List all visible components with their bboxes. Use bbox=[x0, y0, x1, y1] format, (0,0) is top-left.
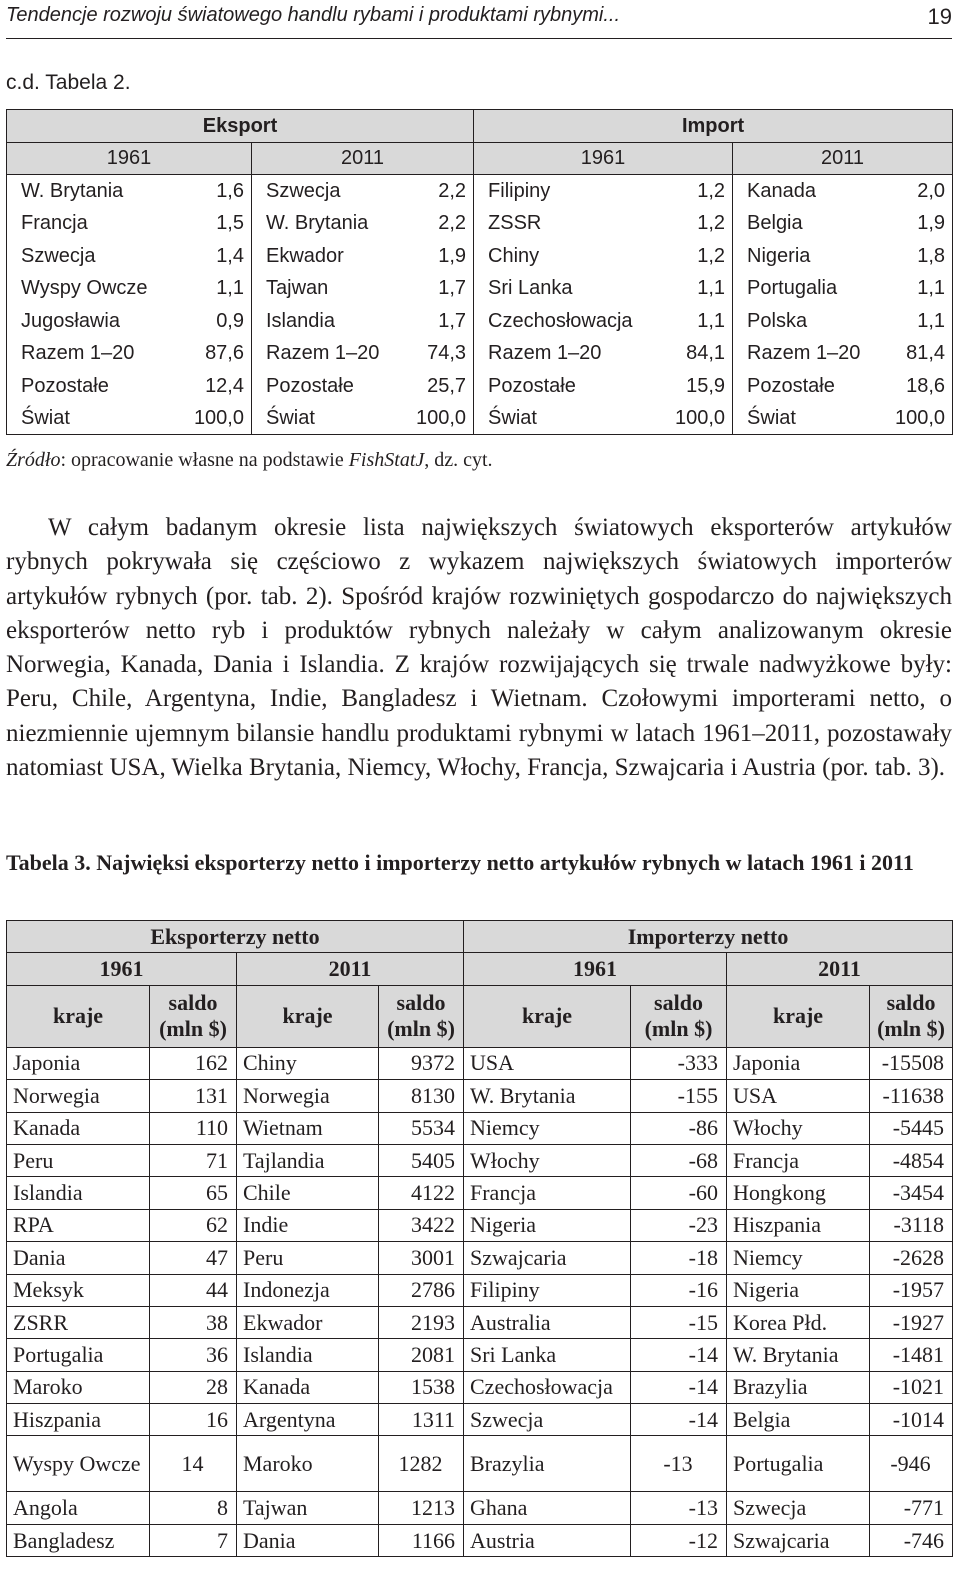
country-cell: Francja bbox=[464, 1177, 631, 1209]
table-2-year-header-row bbox=[7, 142, 953, 175]
country-cell: Włochy bbox=[464, 1144, 631, 1176]
country-cell: Polska bbox=[733, 305, 879, 338]
value-cell: 38 bbox=[150, 1306, 237, 1338]
country-cell: Islandia bbox=[237, 1339, 379, 1371]
value-cell: 1311 bbox=[379, 1404, 464, 1436]
value-cell: 2786 bbox=[379, 1274, 464, 1306]
country-cell: Ekwador bbox=[252, 240, 402, 273]
value-cell: 1,2 bbox=[658, 240, 733, 273]
country-cell: Islandia bbox=[7, 1177, 150, 1209]
table-2-group-header: Eksport bbox=[7, 110, 474, 143]
value-cell: 9372 bbox=[379, 1047, 464, 1079]
country-cell: Kanada bbox=[733, 175, 879, 208]
country-cell: Argentyna bbox=[237, 1404, 379, 1436]
country-cell: Jugosławia bbox=[7, 305, 180, 338]
value-cell: 131 bbox=[150, 1080, 237, 1112]
value-cell: 81,4 bbox=[879, 337, 953, 370]
country-cell: USA bbox=[464, 1047, 631, 1079]
saldo-unit: (mln $) bbox=[159, 1016, 227, 1042]
value-cell: 110 bbox=[150, 1112, 237, 1144]
value-cell: -14 bbox=[631, 1371, 727, 1403]
value-cell: 8 bbox=[150, 1492, 237, 1524]
country-cell: Filipiny bbox=[474, 175, 658, 208]
country-cell: Razem 1–20 bbox=[7, 337, 180, 370]
value-cell: -60 bbox=[631, 1177, 727, 1209]
value-cell: 5405 bbox=[379, 1144, 464, 1176]
country-cell: Peru bbox=[237, 1242, 379, 1274]
country-cell: Korea Płd. bbox=[727, 1306, 870, 1338]
table-row bbox=[7, 1144, 953, 1176]
value-cell: 65 bbox=[150, 1177, 237, 1209]
value-cell: -15 bbox=[631, 1306, 727, 1338]
value-cell: 1,1 bbox=[879, 272, 953, 305]
source-label: Źródło bbox=[6, 449, 61, 471]
value-cell: 18,6 bbox=[879, 370, 953, 403]
country-cell: Szwecja bbox=[7, 240, 180, 273]
value-cell: 4122 bbox=[379, 1177, 464, 1209]
value-cell: 1,5 bbox=[180, 207, 252, 240]
country-cell: USA bbox=[727, 1080, 870, 1112]
value-cell: 28 bbox=[150, 1371, 237, 1403]
table-2-continued bbox=[6, 109, 953, 435]
country-cell: Szwajcaria bbox=[727, 1524, 870, 1556]
value-cell: 100,0 bbox=[658, 402, 733, 435]
value-cell: -155 bbox=[631, 1080, 727, 1112]
value-cell: 1282 bbox=[379, 1436, 464, 1492]
country-cell: Włochy bbox=[727, 1112, 870, 1144]
value-cell: 1,6 bbox=[180, 175, 252, 208]
country-cell: Hiszpania bbox=[727, 1209, 870, 1241]
country-cell: Wietnam bbox=[237, 1112, 379, 1144]
column-header-saldo bbox=[150, 985, 237, 1047]
country-cell: Kanada bbox=[7, 1112, 150, 1144]
country-cell: Portugalia bbox=[733, 272, 879, 305]
source-text-before: : opracowanie własne na podstawie bbox=[60, 449, 349, 471]
country-cell: Świat bbox=[7, 402, 180, 435]
country-cell: Tajwan bbox=[237, 1492, 379, 1524]
country-cell: Świat bbox=[474, 402, 658, 435]
saldo-label: saldo bbox=[168, 990, 218, 1016]
value-cell: 100,0 bbox=[879, 402, 953, 435]
value-cell: -68 bbox=[631, 1144, 727, 1176]
country-cell: Filipiny bbox=[464, 1274, 631, 1306]
country-cell: Bangladesz bbox=[7, 1524, 150, 1556]
value-cell: 100,0 bbox=[402, 402, 474, 435]
table-3-year-header: 2011 bbox=[727, 953, 953, 985]
value-cell: 2,0 bbox=[879, 175, 953, 208]
value-cell: -5445 bbox=[870, 1112, 953, 1144]
table-row bbox=[7, 1524, 953, 1556]
value-cell: 12,4 bbox=[180, 370, 252, 403]
country-cell: Wyspy Owcze bbox=[7, 272, 180, 305]
table-row bbox=[7, 175, 953, 208]
value-cell: -333 bbox=[631, 1047, 727, 1079]
value-cell: -946 bbox=[870, 1436, 953, 1492]
saldo-label: saldo bbox=[396, 990, 446, 1016]
table-row bbox=[7, 1080, 953, 1112]
value-cell: 1,8 bbox=[879, 240, 953, 273]
country-cell: Świat bbox=[252, 402, 402, 435]
value-cell: 1166 bbox=[379, 1524, 464, 1556]
table-2-group-header-row bbox=[7, 110, 953, 143]
value-cell: -3118 bbox=[870, 1209, 953, 1241]
column-header-saldo bbox=[631, 985, 727, 1047]
value-cell: -746 bbox=[870, 1524, 953, 1556]
value-cell: 1,1 bbox=[658, 272, 733, 305]
value-cell: 47 bbox=[150, 1242, 237, 1274]
table-3-group-header: Importerzy netto bbox=[464, 921, 953, 953]
column-header-kraje: kraje bbox=[464, 985, 631, 1047]
country-cell: Nigeria bbox=[727, 1274, 870, 1306]
country-cell: Belgia bbox=[727, 1404, 870, 1436]
value-cell: 2,2 bbox=[402, 175, 474, 208]
table-2-continued-label: c.d. Tabela 2. bbox=[6, 71, 131, 94]
table-row bbox=[7, 1436, 953, 1492]
table-row bbox=[7, 1306, 953, 1338]
value-cell: -771 bbox=[870, 1492, 953, 1524]
country-cell: Pozostałe bbox=[7, 370, 180, 403]
country-cell: Francja bbox=[7, 207, 180, 240]
country-cell: Norwegia bbox=[237, 1080, 379, 1112]
table-3-caption: Tabela 3. Najwięksi eksporterzy netto i importerzy netto artykułów rybnych w latach 1961 i 2011 bbox=[6, 850, 914, 875]
value-cell: 7 bbox=[150, 1524, 237, 1556]
country-cell: Angola bbox=[7, 1492, 150, 1524]
table-3 bbox=[6, 920, 953, 1557]
country-cell: Sri Lanka bbox=[474, 272, 658, 305]
value-cell: -1014 bbox=[870, 1404, 953, 1436]
country-cell: Maroko bbox=[7, 1371, 150, 1403]
country-cell: Nigeria bbox=[733, 240, 879, 273]
value-cell: 25,7 bbox=[402, 370, 474, 403]
value-cell: 3422 bbox=[379, 1209, 464, 1241]
table-row bbox=[7, 1242, 953, 1274]
table-2-year-header: 1961 bbox=[474, 142, 733, 175]
country-cell: Szwajcaria bbox=[464, 1242, 631, 1274]
table-3-year-header: 1961 bbox=[7, 953, 237, 985]
table-3-year-header: 2011 bbox=[237, 953, 464, 985]
country-cell: Sri Lanka bbox=[464, 1339, 631, 1371]
value-cell: -1021 bbox=[870, 1371, 953, 1403]
saldo-unit: (mln $) bbox=[877, 1016, 945, 1042]
value-cell: -1481 bbox=[870, 1339, 953, 1371]
value-cell: -3454 bbox=[870, 1177, 953, 1209]
table-3-year-header: 1961 bbox=[464, 953, 727, 985]
country-cell: Razem 1–20 bbox=[474, 337, 658, 370]
column-header-saldo bbox=[870, 985, 953, 1047]
country-cell: Świat bbox=[733, 402, 879, 435]
value-cell: 2193 bbox=[379, 1306, 464, 1338]
value-cell: 1,9 bbox=[879, 207, 953, 240]
country-cell: Kanada bbox=[237, 1371, 379, 1403]
value-cell: 1,7 bbox=[402, 305, 474, 338]
table-3-year-header-row bbox=[7, 953, 953, 985]
value-cell: 2,2 bbox=[402, 207, 474, 240]
table-row bbox=[7, 240, 953, 273]
country-cell: Islandia bbox=[252, 305, 402, 338]
country-cell: Pozostałe bbox=[733, 370, 879, 403]
table-row bbox=[7, 402, 953, 435]
value-cell: -16 bbox=[631, 1274, 727, 1306]
country-cell: Pozostałe bbox=[252, 370, 402, 403]
country-cell: Chiny bbox=[474, 240, 658, 273]
country-cell: Czechosłowacja bbox=[474, 305, 658, 338]
country-cell: Australia bbox=[464, 1306, 631, 1338]
running-head-title: Tendencje rozwoju światowego handlu rybami i produktami rybnymi... bbox=[6, 4, 621, 26]
table-row bbox=[7, 1492, 953, 1524]
country-cell: Indie bbox=[237, 1209, 379, 1241]
country-cell: Japonia bbox=[7, 1047, 150, 1079]
column-header-kraje: kraje bbox=[237, 985, 379, 1047]
value-cell: 5534 bbox=[379, 1112, 464, 1144]
body-paragraph: W całym badanym okresie lista największych światowych eksporterów artykułów rybnych pokrywała się częściowo z wykazem największych światowych importerów artykułów rybnych (por. tab. 2). Spośród krajów rozwiniętych gospodarczo do największych eksporterów netto ryb i produktów rybnych należały w całym analizowanym okresie Norwegia, Kanada, Dania i Islandia. Z krajów rozwijających się trwale nadwyżkowe były: Peru, Chile, Argentyna, Indie, Bangladesz i Wietnam. Czołowymi importerami netto, o niezmiennie ujemnym bilansie handlu produktami rybnymi w latach 1961–2011, pozostawały natomiast USA, Wielka Brytania, Niemcy, Włochy, Francja, Szwajcaria i Austria (por. tab. 3). bbox=[6, 514, 952, 782]
value-cell: 14 bbox=[150, 1436, 237, 1492]
value-cell: -12 bbox=[631, 1524, 727, 1556]
table-2-source-note bbox=[6, 449, 493, 472]
country-cell: Dania bbox=[7, 1242, 150, 1274]
value-cell: 162 bbox=[150, 1047, 237, 1079]
country-cell: Szwecja bbox=[464, 1404, 631, 1436]
country-cell: Szwecja bbox=[727, 1492, 870, 1524]
table-row bbox=[7, 207, 953, 240]
source-database-name: FishStatJ bbox=[348, 449, 425, 471]
value-cell: 16 bbox=[150, 1404, 237, 1436]
value-cell: 1213 bbox=[379, 1492, 464, 1524]
country-cell: Nigeria bbox=[464, 1209, 631, 1241]
value-cell: -1927 bbox=[870, 1306, 953, 1338]
value-cell: 71 bbox=[150, 1144, 237, 1176]
table-2-year-header: 2011 bbox=[252, 142, 474, 175]
value-cell: -13 bbox=[631, 1492, 727, 1524]
table-3-group-header-row bbox=[7, 921, 953, 953]
country-cell: Razem 1–20 bbox=[252, 337, 402, 370]
value-cell: 15,9 bbox=[658, 370, 733, 403]
country-cell: Belgia bbox=[733, 207, 879, 240]
table-row bbox=[7, 1177, 953, 1209]
country-cell: Maroko bbox=[237, 1436, 379, 1492]
country-cell: W. Brytania bbox=[7, 175, 180, 208]
value-cell: 0,9 bbox=[180, 305, 252, 338]
table-2-year-header: 2011 bbox=[733, 142, 953, 175]
country-cell: Ekwador bbox=[237, 1306, 379, 1338]
table-2-year-header: 1961 bbox=[7, 142, 252, 175]
country-cell: Portugalia bbox=[7, 1339, 150, 1371]
country-cell: Wyspy Owcze bbox=[7, 1436, 150, 1492]
value-cell: -15508 bbox=[870, 1047, 953, 1079]
saldo-label: saldo bbox=[886, 990, 936, 1016]
value-cell: 44 bbox=[150, 1274, 237, 1306]
value-cell: -4854 bbox=[870, 1144, 953, 1176]
country-cell: ZSRR bbox=[7, 1306, 150, 1338]
country-cell: Meksyk bbox=[7, 1274, 150, 1306]
country-cell: Austria bbox=[464, 1524, 631, 1556]
column-header-kraje: kraje bbox=[7, 985, 150, 1047]
table-row bbox=[7, 305, 953, 338]
country-cell: Peru bbox=[7, 1144, 150, 1176]
value-cell: 1,2 bbox=[658, 207, 733, 240]
country-cell: Chile bbox=[237, 1177, 379, 1209]
country-cell: Portugalia bbox=[727, 1436, 870, 1492]
country-cell: Tajlandia bbox=[237, 1144, 379, 1176]
value-cell: 62 bbox=[150, 1209, 237, 1241]
country-cell: Czechosłowacja bbox=[464, 1371, 631, 1403]
country-cell: Francja bbox=[727, 1144, 870, 1176]
value-cell: 2081 bbox=[379, 1339, 464, 1371]
page-number: 19 bbox=[927, 4, 952, 29]
value-cell: 1,1 bbox=[658, 305, 733, 338]
value-cell: 1,1 bbox=[879, 305, 953, 338]
value-cell: -14 bbox=[631, 1404, 727, 1436]
value-cell: 1,4 bbox=[180, 240, 252, 273]
value-cell: 1,1 bbox=[180, 272, 252, 305]
table-row bbox=[7, 272, 953, 305]
table-row bbox=[7, 1404, 953, 1436]
country-cell: Japonia bbox=[727, 1047, 870, 1079]
table-row bbox=[7, 1209, 953, 1241]
country-cell: Norwegia bbox=[7, 1080, 150, 1112]
country-cell: W. Brytania bbox=[464, 1080, 631, 1112]
table-row bbox=[7, 1339, 953, 1371]
value-cell: 3001 bbox=[379, 1242, 464, 1274]
value-cell: 1,7 bbox=[402, 272, 474, 305]
saldo-label: saldo bbox=[654, 990, 703, 1016]
value-cell: 1,9 bbox=[402, 240, 474, 273]
value-cell: -1957 bbox=[870, 1274, 953, 1306]
country-cell: W. Brytania bbox=[727, 1339, 870, 1371]
country-cell: RPA bbox=[7, 1209, 150, 1241]
value-cell: -2628 bbox=[870, 1242, 953, 1274]
value-cell: -23 bbox=[631, 1209, 727, 1241]
value-cell: 8130 bbox=[379, 1080, 464, 1112]
value-cell: 87,6 bbox=[180, 337, 252, 370]
saldo-unit: (mln $) bbox=[387, 1016, 455, 1042]
value-cell: -14 bbox=[631, 1339, 727, 1371]
value-cell: 84,1 bbox=[658, 337, 733, 370]
table-2-group-header: Import bbox=[474, 110, 953, 143]
value-cell: -18 bbox=[631, 1242, 727, 1274]
running-head bbox=[6, 2, 952, 39]
table-row bbox=[7, 1112, 953, 1144]
table-row bbox=[7, 1371, 953, 1403]
country-cell: Szwecja bbox=[252, 175, 402, 208]
country-cell: Ghana bbox=[464, 1492, 631, 1524]
source-text-after: , dz. cyt. bbox=[424, 449, 493, 471]
table-row bbox=[7, 1274, 953, 1306]
country-cell: Niemcy bbox=[464, 1112, 631, 1144]
country-cell: Brazylia bbox=[727, 1371, 870, 1403]
table-row bbox=[7, 1047, 953, 1079]
column-header-saldo bbox=[379, 985, 464, 1047]
country-cell: Tajwan bbox=[252, 272, 402, 305]
value-cell: 1538 bbox=[379, 1371, 464, 1403]
country-cell: Pozostałe bbox=[474, 370, 658, 403]
country-cell: Dania bbox=[237, 1524, 379, 1556]
country-cell: Razem 1–20 bbox=[733, 337, 879, 370]
value-cell: -86 bbox=[631, 1112, 727, 1144]
country-cell: Hiszpania bbox=[7, 1404, 150, 1436]
country-cell: Hongkong bbox=[727, 1177, 870, 1209]
country-cell: Indonezja bbox=[237, 1274, 379, 1306]
country-cell: Chiny bbox=[237, 1047, 379, 1079]
country-cell: W. Brytania bbox=[252, 207, 402, 240]
value-cell: 74,3 bbox=[402, 337, 474, 370]
table-row bbox=[7, 337, 953, 370]
value-cell: 1,2 bbox=[658, 175, 733, 208]
column-header-kraje: kraje bbox=[727, 985, 870, 1047]
value-cell: 36 bbox=[150, 1339, 237, 1371]
value-cell: -11638 bbox=[870, 1080, 953, 1112]
value-cell: -13 bbox=[631, 1436, 727, 1492]
saldo-unit: (mln $) bbox=[644, 1016, 713, 1042]
table-3-group-header: Eksporterzy netto bbox=[7, 921, 464, 953]
table-3-column-header-row bbox=[7, 985, 953, 1047]
country-cell: Brazylia bbox=[464, 1436, 631, 1492]
value-cell: 100,0 bbox=[180, 402, 252, 435]
country-cell: Niemcy bbox=[727, 1242, 870, 1274]
table-row bbox=[7, 370, 953, 403]
country-cell: ZSSR bbox=[474, 207, 658, 240]
